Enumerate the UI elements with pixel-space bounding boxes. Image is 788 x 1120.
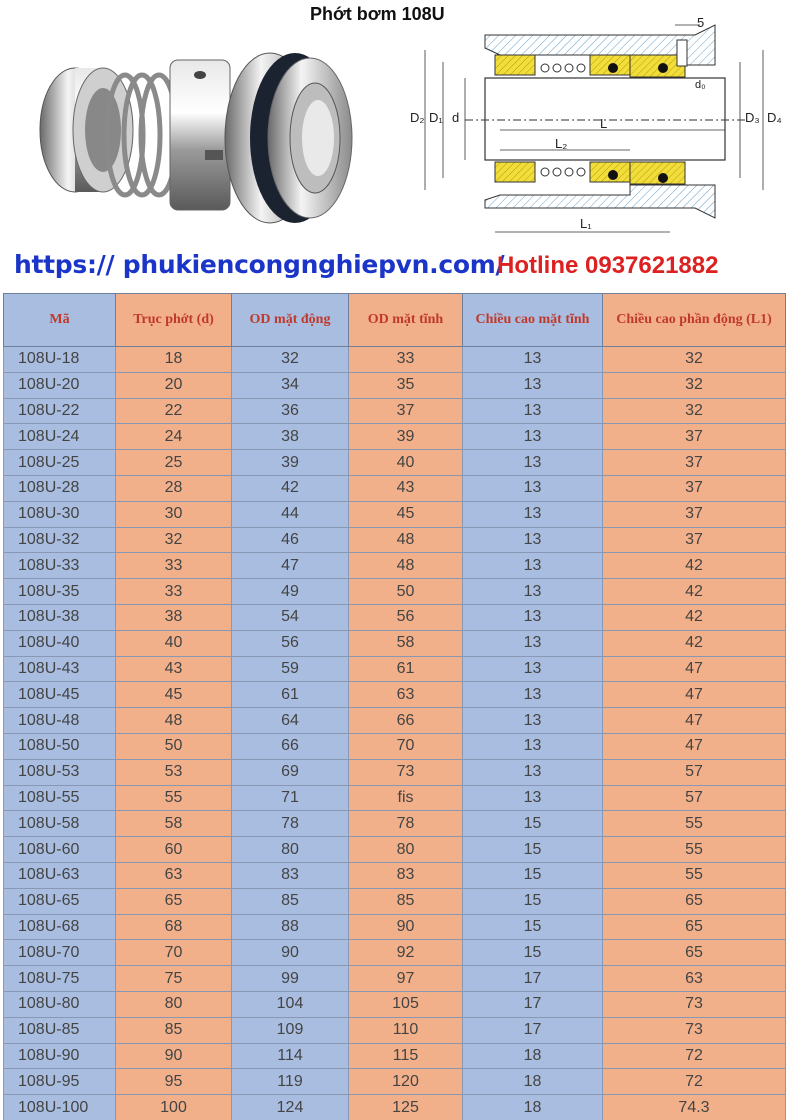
cell-height-rotary: 32 [603, 372, 786, 398]
cell-height-rotary: 37 [603, 424, 786, 450]
table-header-row [4, 294, 786, 347]
cell-code: 108U-32 [4, 527, 116, 553]
seal-photo [30, 30, 360, 230]
cell-height-rotary: 72 [603, 1043, 786, 1069]
cell-height-stationary: 18 [463, 1069, 603, 1095]
cell-od-rotary: 104 [232, 991, 349, 1017]
cell-code: 108U-75 [4, 966, 116, 992]
cell-code: 108U-24 [4, 424, 116, 450]
header-od-rotary: OD mặt động [232, 294, 349, 347]
cell-height-stationary: 13 [463, 501, 603, 527]
cell-od-stationary: 66 [349, 708, 463, 734]
cell-height-stationary: 13 [463, 579, 603, 605]
cell-height-rotary: 65 [603, 940, 786, 966]
cell-height-rotary: 65 [603, 914, 786, 940]
cell-shaft: 60 [116, 837, 232, 863]
label-d0: d₀ [695, 79, 706, 91]
cell-code: 108U-95 [4, 1069, 116, 1095]
cell-height-stationary: 15 [463, 940, 603, 966]
cell-shaft: 22 [116, 398, 232, 424]
label-D4: D₄ [767, 110, 782, 125]
cell-od-rotary: 39 [232, 450, 349, 476]
cell-od-stationary: 110 [349, 1017, 463, 1043]
cell-code: 108U-38 [4, 604, 116, 630]
cell-od-stationary: 105 [349, 991, 463, 1017]
cell-shaft: 40 [116, 630, 232, 656]
cell-od-rotary: 54 [232, 604, 349, 630]
table-row [4, 475, 786, 501]
cell-height-rotary: 65 [603, 888, 786, 914]
cell-code: 108U-33 [4, 553, 116, 579]
cell-od-rotary: 90 [232, 940, 349, 966]
cell-height-rotary: 55 [603, 862, 786, 888]
cell-od-rotary: 66 [232, 733, 349, 759]
cell-od-rotary: 36 [232, 398, 349, 424]
cell-code: 108U-90 [4, 1043, 116, 1069]
cell-shaft: 32 [116, 527, 232, 553]
cell-shaft: 30 [116, 501, 232, 527]
header-shaft: Trục phớt (d) [116, 294, 232, 347]
cell-code: 108U-25 [4, 450, 116, 476]
cell-code: 108U-70 [4, 940, 116, 966]
cell-height-stationary: 18 [463, 1043, 603, 1069]
spec-table [3, 293, 786, 1120]
cell-od-stationary: fis [349, 785, 463, 811]
cell-shaft: 48 [116, 708, 232, 734]
cell-od-stationary: 125 [349, 1095, 463, 1120]
cell-height-stationary: 13 [463, 682, 603, 708]
cell-od-stationary: 83 [349, 862, 463, 888]
header-area [0, 0, 788, 290]
cell-od-rotary: 42 [232, 475, 349, 501]
table-row [4, 811, 786, 837]
cell-height-stationary: 13 [463, 759, 603, 785]
table-row [4, 991, 786, 1017]
cell-shaft: 18 [116, 347, 232, 373]
cell-od-rotary: 61 [232, 682, 349, 708]
cell-od-stationary: 37 [349, 398, 463, 424]
cell-od-stationary: 33 [349, 347, 463, 373]
cell-height-stationary: 13 [463, 398, 603, 424]
cell-height-rotary: 57 [603, 759, 786, 785]
cell-od-rotary: 32 [232, 347, 349, 373]
cell-od-stationary: 50 [349, 579, 463, 605]
cell-height-stationary: 13 [463, 604, 603, 630]
cell-shaft: 80 [116, 991, 232, 1017]
cell-od-stationary: 92 [349, 940, 463, 966]
cell-code: 108U-30 [4, 501, 116, 527]
cell-code: 108U-28 [4, 475, 116, 501]
cell-height-stationary: 17 [463, 1017, 603, 1043]
cell-height-stationary: 13 [463, 630, 603, 656]
cell-height-rotary: 55 [603, 811, 786, 837]
cell-od-stationary: 78 [349, 811, 463, 837]
cell-od-rotary: 78 [232, 811, 349, 837]
cell-shaft: 24 [116, 424, 232, 450]
table-row [4, 553, 786, 579]
table-row [4, 888, 786, 914]
cell-height-stationary: 15 [463, 837, 603, 863]
cell-od-rotary: 85 [232, 888, 349, 914]
cell-od-rotary: 83 [232, 862, 349, 888]
cell-code: 108U-45 [4, 682, 116, 708]
cell-od-rotary: 47 [232, 553, 349, 579]
cell-od-rotary: 64 [232, 708, 349, 734]
cell-height-stationary: 17 [463, 966, 603, 992]
table-row [4, 372, 786, 398]
cell-od-stationary: 58 [349, 630, 463, 656]
cell-code: 108U-43 [4, 656, 116, 682]
cell-height-stationary: 13 [463, 347, 603, 373]
cell-height-stationary: 13 [463, 450, 603, 476]
cell-od-stationary: 97 [349, 966, 463, 992]
cell-height-rotary: 37 [603, 475, 786, 501]
header-od-stationary: OD mặt tĩnh [349, 294, 463, 347]
label-D1: D₁ [429, 110, 443, 125]
cell-od-rotary: 56 [232, 630, 349, 656]
cell-shaft: 90 [116, 1043, 232, 1069]
label-D2: D₂ [410, 110, 425, 125]
website-link[interactable]: https:// phukiencongnghiepvn.com/ [14, 250, 505, 279]
table-row [4, 733, 786, 759]
cell-height-stationary: 15 [463, 811, 603, 837]
cross-section-drawing [405, 10, 785, 240]
cell-shaft: 45 [116, 682, 232, 708]
table-row [4, 966, 786, 992]
cell-height-rotary: 47 [603, 733, 786, 759]
cell-code: 108U-50 [4, 733, 116, 759]
label-L1: L₁ [580, 216, 592, 231]
cell-height-stationary: 15 [463, 914, 603, 940]
table-row [4, 1095, 786, 1120]
cell-od-rotary: 38 [232, 424, 349, 450]
cell-height-stationary: 13 [463, 656, 603, 682]
table-row [4, 1017, 786, 1043]
table-row [4, 656, 786, 682]
cell-code: 108U-35 [4, 579, 116, 605]
hotline-text: Hotline 0937621882 [497, 252, 719, 279]
table-row [4, 501, 786, 527]
table-row [4, 682, 786, 708]
cell-shaft: 75 [116, 966, 232, 992]
cell-od-rotary: 34 [232, 372, 349, 398]
cell-shaft: 53 [116, 759, 232, 785]
cell-height-stationary: 15 [463, 888, 603, 914]
cell-code: 108U-48 [4, 708, 116, 734]
header-height-rotary: Chiều cao phần động (L1) [603, 294, 786, 347]
cell-shaft: 20 [116, 372, 232, 398]
cell-height-stationary: 13 [463, 527, 603, 553]
cell-code: 108U-20 [4, 372, 116, 398]
cell-height-rotary: 63 [603, 966, 786, 992]
cell-od-stationary: 45 [349, 501, 463, 527]
cell-height-rotary: 47 [603, 682, 786, 708]
cell-od-stationary: 120 [349, 1069, 463, 1095]
table-row [4, 785, 786, 811]
cell-od-rotary: 88 [232, 914, 349, 940]
cell-od-rotary: 80 [232, 837, 349, 863]
cell-height-stationary: 13 [463, 424, 603, 450]
cell-shaft: 95 [116, 1069, 232, 1095]
cell-shaft: 38 [116, 604, 232, 630]
cell-od-rotary: 109 [232, 1017, 349, 1043]
cell-height-stationary: 13 [463, 475, 603, 501]
cell-shaft: 33 [116, 553, 232, 579]
cell-height-rotary: 37 [603, 450, 786, 476]
cell-od-stationary: 70 [349, 733, 463, 759]
cell-od-stationary: 48 [349, 527, 463, 553]
table-row [4, 450, 786, 476]
cell-height-rotary: 42 [603, 579, 786, 605]
cell-code: 108U-65 [4, 888, 116, 914]
cell-height-stationary: 15 [463, 862, 603, 888]
table-row [4, 837, 786, 863]
cell-shaft: 70 [116, 940, 232, 966]
cell-height-stationary: 13 [463, 553, 603, 579]
cell-shaft: 50 [116, 733, 232, 759]
cell-height-rotary: 73 [603, 1017, 786, 1043]
cell-od-rotary: 46 [232, 527, 349, 553]
cell-od-stationary: 85 [349, 888, 463, 914]
cell-height-rotary: 32 [603, 347, 786, 373]
cell-od-rotary: 49 [232, 579, 349, 605]
cell-od-stationary: 43 [349, 475, 463, 501]
cell-code: 108U-63 [4, 862, 116, 888]
table-row [4, 708, 786, 734]
cell-code: 108U-60 [4, 837, 116, 863]
cell-code: 108U-53 [4, 759, 116, 785]
cell-code: 108U-80 [4, 991, 116, 1017]
table-row [4, 630, 786, 656]
cell-height-rotary: 72 [603, 1069, 786, 1095]
cell-code: 108U-40 [4, 630, 116, 656]
cell-od-stationary: 56 [349, 604, 463, 630]
cell-od-stationary: 90 [349, 914, 463, 940]
cell-od-rotary: 71 [232, 785, 349, 811]
cell-od-stationary: 48 [349, 553, 463, 579]
cell-code: 108U-100 [4, 1095, 116, 1120]
cell-code: 108U-68 [4, 914, 116, 940]
cell-height-rotary: 74.3 [603, 1095, 786, 1120]
cell-height-stationary: 13 [463, 372, 603, 398]
cell-code: 108U-22 [4, 398, 116, 424]
table-row [4, 398, 786, 424]
table-row [4, 759, 786, 785]
table-row [4, 914, 786, 940]
label-5: 5 [697, 15, 705, 30]
cell-od-stationary: 61 [349, 656, 463, 682]
table-row [4, 527, 786, 553]
label-L2: L₂ [555, 136, 568, 151]
cell-height-rotary: 32 [603, 398, 786, 424]
cell-shaft: 58 [116, 811, 232, 837]
page-title: Phớt bơm 108U [310, 4, 445, 24]
cell-od-stationary: 40 [349, 450, 463, 476]
table-row [4, 347, 786, 373]
table-row [4, 940, 786, 966]
cell-height-rotary: 37 [603, 501, 786, 527]
header-height-stationary: Chiều cao mặt tĩnh [463, 294, 603, 347]
cell-od-stationary: 115 [349, 1043, 463, 1069]
table-row [4, 1069, 786, 1095]
cell-od-stationary: 63 [349, 682, 463, 708]
cell-shaft: 68 [116, 914, 232, 940]
cell-height-rotary: 42 [603, 553, 786, 579]
table-row [4, 604, 786, 630]
cell-height-rotary: 73 [603, 991, 786, 1017]
label-D3: D₃ [745, 110, 760, 125]
cell-shaft: 28 [116, 475, 232, 501]
cell-height-rotary: 42 [603, 604, 786, 630]
cell-height-stationary: 13 [463, 733, 603, 759]
label-L: L [600, 116, 608, 131]
table-row [4, 579, 786, 605]
cell-od-rotary: 59 [232, 656, 349, 682]
cell-od-rotary: 124 [232, 1095, 349, 1120]
cell-od-rotary: 69 [232, 759, 349, 785]
header-code: Mã [4, 294, 116, 347]
cell-height-stationary: 18 [463, 1095, 603, 1120]
cell-od-rotary: 114 [232, 1043, 349, 1069]
cell-code: 108U-85 [4, 1017, 116, 1043]
cell-height-stationary: 13 [463, 785, 603, 811]
label-d: d [452, 110, 460, 125]
cell-code: 108U-55 [4, 785, 116, 811]
cell-shaft: 25 [116, 450, 232, 476]
cell-code: 108U-18 [4, 347, 116, 373]
cell-height-stationary: 17 [463, 991, 603, 1017]
cell-shaft: 63 [116, 862, 232, 888]
cell-od-rotary: 119 [232, 1069, 349, 1095]
cell-height-rotary: 55 [603, 837, 786, 863]
cell-od-stationary: 73 [349, 759, 463, 785]
cell-od-stationary: 39 [349, 424, 463, 450]
cell-code: 108U-58 [4, 811, 116, 837]
cell-shaft: 100 [116, 1095, 232, 1120]
table-row [4, 424, 786, 450]
cell-od-stationary: 35 [349, 372, 463, 398]
cell-shaft: 85 [116, 1017, 232, 1043]
cell-height-rotary: 47 [603, 656, 786, 682]
cell-height-rotary: 57 [603, 785, 786, 811]
cell-height-rotary: 37 [603, 527, 786, 553]
cell-shaft: 65 [116, 888, 232, 914]
cell-od-rotary: 99 [232, 966, 349, 992]
cell-od-rotary: 44 [232, 501, 349, 527]
cell-height-stationary: 13 [463, 708, 603, 734]
table-row [4, 1043, 786, 1069]
cell-height-rotary: 47 [603, 708, 786, 734]
cell-shaft: 43 [116, 656, 232, 682]
cell-od-stationary: 80 [349, 837, 463, 863]
table-row [4, 862, 786, 888]
cell-shaft: 55 [116, 785, 232, 811]
cell-height-rotary: 42 [603, 630, 786, 656]
cell-shaft: 33 [116, 579, 232, 605]
